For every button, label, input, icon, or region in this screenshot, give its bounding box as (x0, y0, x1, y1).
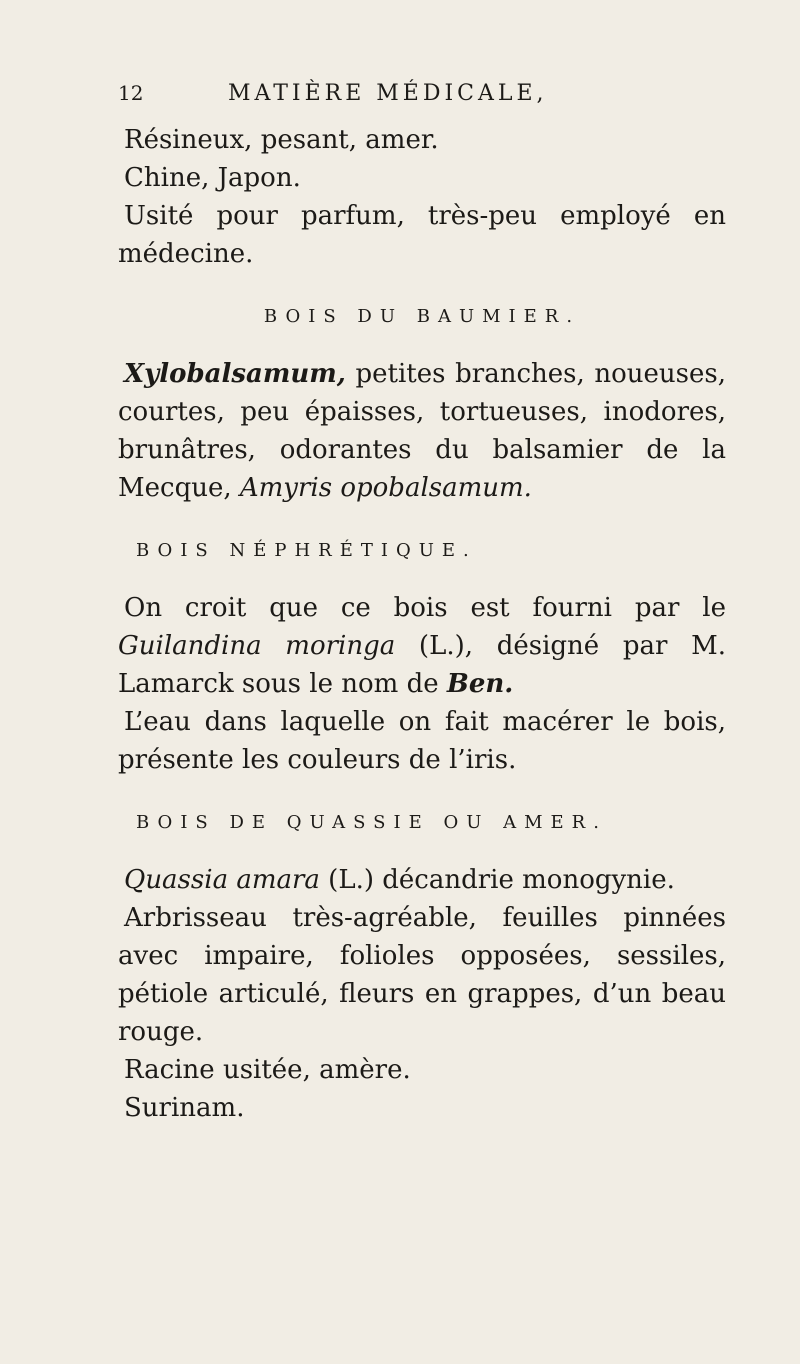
quassie-paragraph (118, 861, 726, 899)
nephretique-paragraph-2: L’eau dans laquelle on fait macérer le bois, présente les couleurs de l’iris. (118, 707, 726, 775)
section-heading-baumier: BOIS DU BAUMIER. (263, 306, 581, 327)
running-title: MATIÈRE MÉDICALE, (228, 81, 548, 106)
quassie-origin: Surinam. (124, 1093, 245, 1123)
baumier-species-name: Amyris opobalsamum. (239, 473, 532, 503)
baumier-description: petites branches, noueuses, courtes, peu épaisses, tortueuses, inodores, brunâtres, odorantes du balsamier de la Mecque, (118, 359, 726, 503)
nephretique-text-b: (L.), désigné par M. Lamarck sous le nom de (118, 631, 726, 699)
nephretique-ben: Ben. (446, 669, 514, 699)
intro-line-resineux: Résineux, pesant, amer. (124, 125, 439, 155)
section-heading-quassie: BOIS DE QUASSIE OU AMER. (136, 812, 607, 833)
quassie-root: Racine usitée, amère. (124, 1055, 411, 1085)
baumier-latin-name: Xylobalsamum, (124, 359, 346, 389)
baumier-paragraph (118, 355, 726, 507)
quassie-latin-name: Quassia amara (124, 865, 320, 895)
section-heading-nephretique: BOIS NÉPHRÉTIQUE. (136, 540, 477, 561)
quassie-text-a: (L.) décandrie monogynie. (319, 865, 675, 895)
nephretique-latin-name: Guilandina moringa (118, 631, 396, 661)
intro-line-origin: Chine, Japon. (124, 163, 301, 193)
intro-line-usage: Usité pour parfum, très-peu employé en médecine. (118, 201, 726, 269)
running-header (118, 78, 726, 109)
page-number: 12 (118, 81, 144, 105)
nephretique-paragraph (118, 589, 726, 703)
nephretique-text-a: On croit que ce bois est fourni par le (124, 593, 726, 623)
quassie-description: Arbrisseau très-agréable, feuilles pinnées avec impaire, folioles opposées, sessiles, pétiole articulé, fleurs en grappes, d’un beau rouge. (118, 903, 726, 1047)
